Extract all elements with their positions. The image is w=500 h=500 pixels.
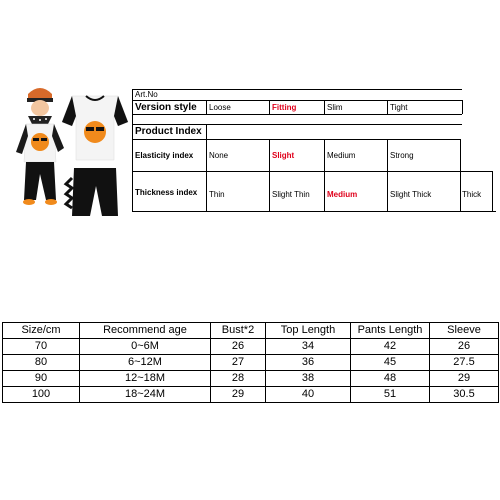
thickness-option-slight-thin: Slight Thin <box>272 190 310 199</box>
table-cell: 36 <box>266 355 351 371</box>
table-cell: 100 <box>3 387 80 403</box>
table-cell: 45 <box>351 355 430 371</box>
spec-line <box>132 139 460 140</box>
table-cell: 26 <box>430 339 499 355</box>
size-header-cell: Pants Length <box>351 323 430 339</box>
spec-line <box>132 89 462 90</box>
spec-line <box>132 114 462 115</box>
thickness-option-slight-thick: Slight Thick <box>390 190 432 199</box>
thickness-option-thick: Thick <box>462 190 482 199</box>
table-cell: 18~24M <box>80 387 211 403</box>
table-cell: 40 <box>266 387 351 403</box>
table-cell: 12~18M <box>80 371 211 387</box>
table-row <box>3 355 499 371</box>
table-row <box>3 387 499 403</box>
size-header-cell: Top Length <box>266 323 351 339</box>
table-cell: 70 <box>3 339 80 355</box>
spec-line <box>132 100 462 101</box>
spec-line <box>269 100 270 114</box>
product-photo <box>10 82 132 216</box>
spec-line <box>462 100 463 114</box>
elasticity-option-strong: Strong <box>390 151 414 160</box>
version-style-label: Version style <box>135 102 197 113</box>
size-header-cell: Recommend age <box>80 323 211 339</box>
table-cell: 90 <box>3 371 80 387</box>
version-option-slim: Slim <box>327 103 343 112</box>
size-header-cell: Bust*2 <box>211 323 266 339</box>
spec-line <box>269 139 270 211</box>
spec-line <box>132 124 462 125</box>
table-cell: 27 <box>211 355 266 371</box>
flatlay-pants <box>66 168 118 216</box>
elasticity-option-none: None <box>209 151 229 160</box>
flatlay-top <box>62 96 128 160</box>
table-cell: 51 <box>351 387 430 403</box>
spec-line <box>387 100 388 114</box>
spec-line <box>206 139 207 211</box>
version-option-tight: Tight <box>390 103 408 112</box>
spec-line <box>206 100 207 114</box>
thickness-option-thin: Thin <box>209 190 225 199</box>
spec-line <box>132 89 133 211</box>
spec-line <box>460 139 461 211</box>
size-table <box>2 322 499 403</box>
size-header-cell: Size/cm <box>3 323 80 339</box>
elasticity-option-slight: Slight <box>272 151 295 160</box>
table-cell: 34 <box>266 339 351 355</box>
table-cell: 80 <box>3 355 80 371</box>
table-row <box>3 339 499 355</box>
table-cell: 42 <box>351 339 430 355</box>
size-header-cell: Sleeve <box>430 323 499 339</box>
table-cell: 48 <box>351 371 430 387</box>
table-cell: 27.5 <box>430 355 499 371</box>
spec-line <box>387 139 388 211</box>
elasticity-option-medium: Medium <box>327 151 356 160</box>
spec-line <box>132 171 492 172</box>
version-option-loose: Loose <box>209 103 231 112</box>
size-table-header-row <box>3 323 499 339</box>
spec-line <box>324 139 325 211</box>
table-cell: 0~6M <box>80 339 211 355</box>
table-cell: 6~12M <box>80 355 211 371</box>
elasticity-label: Elasticity index <box>135 151 194 160</box>
spec-line <box>492 171 493 211</box>
table-cell: 29 <box>211 387 266 403</box>
spec-line <box>206 124 207 139</box>
thickness-option-medium: Medium <box>327 190 358 199</box>
thickness-label: Thickness index <box>135 188 198 197</box>
version-option-fitting: Fitting <box>272 103 297 112</box>
table-row <box>3 371 499 387</box>
table-cell: 26 <box>211 339 266 355</box>
spec-table <box>132 89 500 219</box>
child-figure <box>16 88 64 205</box>
product-index-label: Product Index <box>135 126 202 137</box>
table-cell: 29 <box>430 371 499 387</box>
spec-line <box>132 211 496 212</box>
table-cell: 30.5 <box>430 387 499 403</box>
art-no-label: Art.No <box>135 90 158 99</box>
product-photo-illustration <box>10 82 132 216</box>
spec-line <box>324 100 325 114</box>
table-cell: 38 <box>266 371 351 387</box>
table-cell: 28 <box>211 371 266 387</box>
